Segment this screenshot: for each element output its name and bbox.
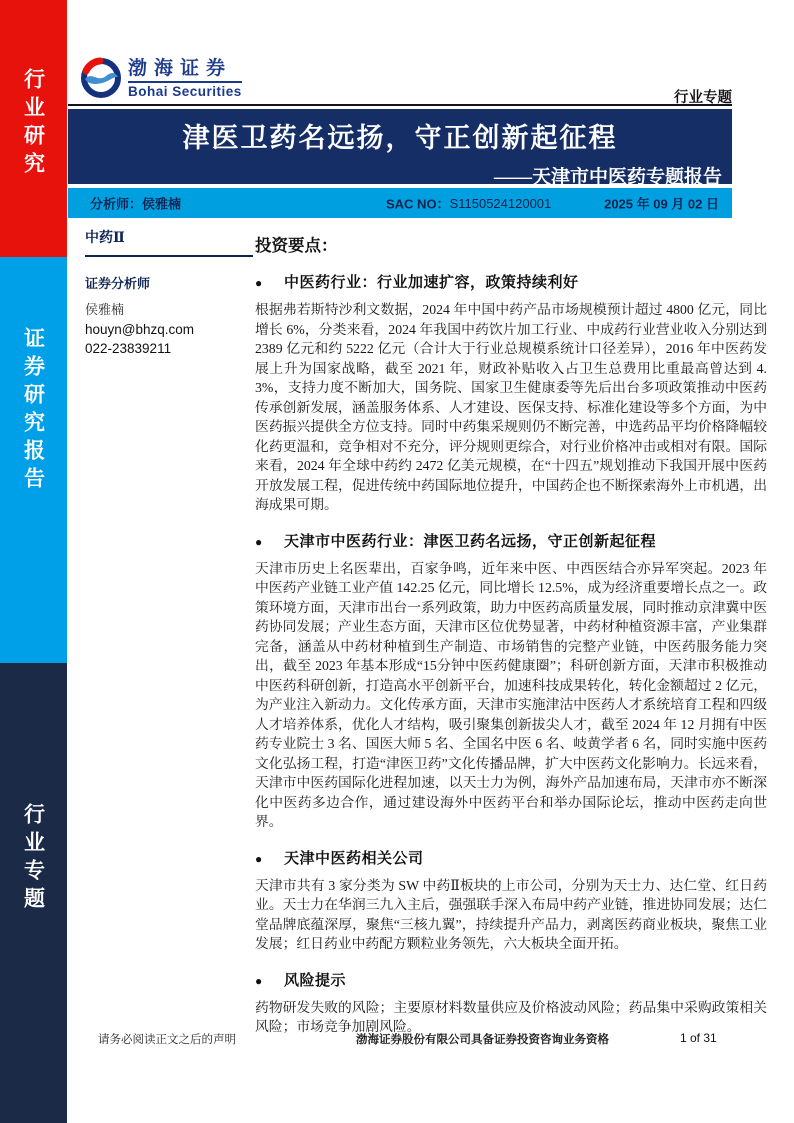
footer-disclaimer-note: 请务必阅读正文之后的声明: [98, 1034, 236, 1046]
section-title-row: [255, 530, 767, 551]
bullet-icon: ●: [255, 534, 263, 549]
section-body: 药物研发失败的风险；主要原材料数量供应及价格波动风险；药品集中采购政策相关风险；市场竞争加剧风险。: [255, 999, 767, 1034]
bullet-icon: ●: [255, 973, 263, 988]
report-date: 2025 年 09 月 02 日: [604, 196, 719, 212]
sac-number: [386, 194, 552, 213]
brand-name-en: Bohai Securities: [128, 84, 242, 99]
report-subtitle: ——天津市中医药专题报告: [493, 167, 722, 188]
footer-qualification-note: 渤海证券股份有限公司具备证券投资咨询业务资格: [356, 1034, 609, 1046]
industry-classification: 中药Ⅱ: [85, 227, 253, 257]
sidebar-label-industry-research: 行业研究: [21, 68, 46, 180]
section-body: 根据弗若斯特沙利文数据，2024 年中国中药产品市场规模预计超过 4800 亿元，同比增长 6%，分类来看，2024 年我国中药饮片加工行业、中成药行业营业收入分别达到 2389 亿元和约 5222 亿元（合计大于行业总规模系统计口径差异），2016 年中医药发展上升为国家战略，截至 2021 年，财政补贴收入占卫生总费用比重最高曾达到 4.3%，支持力度不断加大，国务院、国家卫生健康委等先后出台多项政策推动中医药传承创新发展，涵盖服务体系、人才建设、医保支持、标准化建设等多个方面，为中医药振兴提供全方位支持。同时中药集采规则仍不断完善，中选药品平均价格降幅较化药更温和，竞争相对不充分，评分规则更综合，对行业价格冲击或相对有限。国际来看，2024 年全球中药约 2472 亿美元规模，在“十四五”规划推动下我国开展中医药开放发展工程，促进传统中药国际地位提升，中国药企也不断探索海外上市机遇，出海成果可期。: [255, 302, 767, 512]
section-tianjin-tcm-companies: [255, 847, 767, 954]
section-title: 天津市中医药行业：津医卫药名远扬，守正创新起征程: [284, 533, 657, 550]
section-title-row: [255, 847, 767, 868]
analyst-line: 分析师：侯雅楠: [90, 196, 182, 212]
sac-label: SAC NO：: [386, 196, 450, 212]
sac-value: S1150524120001: [449, 195, 552, 211]
page-footer: [68, 1031, 732, 1051]
section-title: 中医药行业：行业加速扩容，政策持续利好: [284, 275, 579, 291]
page-number: 1 of 31: [680, 1031, 717, 1045]
section-title: 天津中医药相关公司: [284, 850, 424, 867]
left-info-panel: [85, 227, 253, 356]
analyst-email: houyn@bhzq.com: [85, 322, 195, 337]
section-title: 风险提示: [284, 972, 347, 989]
title-band: [68, 109, 732, 188]
report-title: 津医卫药名远扬，守正创新起征程: [182, 123, 618, 153]
vertical-sidebar: [0, 0, 67, 1123]
section-title-row: [255, 969, 767, 990]
analyst-phone: 022-23839211: [85, 341, 172, 356]
brand-name-cn: 渤海证券: [128, 58, 233, 79]
bohai-logo-icon: [80, 57, 122, 99]
report-type-tag: 行业专题: [674, 90, 732, 106]
analyst-band: [68, 188, 732, 218]
sidebar-section-securities-research-report: [0, 257, 67, 663]
sidebar-label-securities-research-report: 证券研究报告: [21, 327, 46, 495]
section-tianjin-tcm-industry: [255, 530, 767, 832]
sidebar-section-industry-research: [0, 0, 67, 257]
analyst-name: 侯雅楠: [85, 302, 125, 317]
brand-logo-divider: [128, 81, 242, 83]
section-tcm-industry: [255, 271, 767, 515]
brand-logo: [80, 57, 242, 99]
bullet-icon: ●: [255, 851, 263, 866]
key-points-heading: 投资要点：: [255, 236, 338, 255]
section-title-row: [255, 271, 767, 292]
bullet-icon: ●: [255, 276, 263, 290]
sidebar-label-industry-special: 行业专题: [21, 803, 46, 915]
section-risk-warning: [255, 969, 767, 1037]
section-body: 天津市共有 3 家分类为 SW 中药Ⅱ板块的上市公司，分别为天士力、达仁堂、红日药业。天士力在华润三九入主后，强强联手深入布局中药产业链，推进协同发展；达仁堂品牌底蕴深厚，聚焦“三核九翼”，持续提升产品力，剥离医药商业板块，聚焦工业发展；红日药业中药配方颗粒业务领先，六大板块全面开拓。: [255, 877, 767, 951]
sidebar-section-industry-special: [0, 663, 67, 1123]
main-content: [255, 232, 767, 1037]
brand-logo-text: [128, 59, 242, 99]
header-divider-line: [68, 104, 732, 106]
section-body: 天津市历史上名医辈出，百家争鸣，近年来中医、中西医结合亦异军突起。2023 年中医药产业链工业产值 142.25 亿元，同比增长 12.5%，成为经济重要增长点之一。政策环境方面，天津市出台一系列政策，助力中医药高质量发展，同时推动京津冀中医药协同发展；产业生态方面，天津市区位优势显著，中药材种植资源丰富，产业集群完备，涵盖从中药材种植到生产制造、市场销售的完整产业链，中医药服务能力突出，截至 2023 年基本形成“15分钟中医药健康圈”；科研创新方面，天津市积极推动中医药科研创新，打造高水平创新平台，加速科技成果转化，转化金额超过 2 亿元，为产业注入新动力。文化传承方面，天津市实施津沽中医药人才系统培育工程和四级人才培养体系，优化人才结构，吸引聚集创新拔尖人才，截至 2024 年 12 月拥有中医药专业院士 3 名、国医大师 5 名、全国名中医 6 名、岐黄学者 6 名，同时实施中医药文化弘扬工程，打造“津医卫药”文化传播品牌，扩大中医药文化影响力。长远来看，天津市中医药国际化进程加速，以天士力为例，海外产品加速布局，天津市亦不断深化中医药多边合作，通过建设海外中医药平台和举办国际论坛，推动中医药走向世界。: [255, 560, 767, 829]
analyst-role-label: 证券分析师: [85, 276, 151, 291]
